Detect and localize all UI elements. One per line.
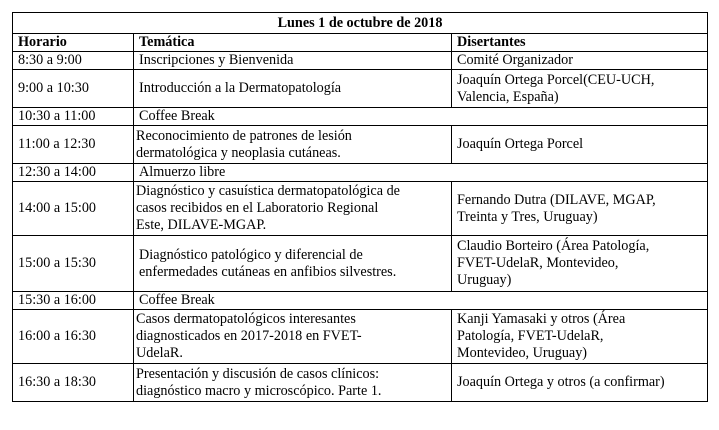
header-disertantes: Disertantes — [452, 34, 708, 52]
topic-line: diagnóstico macro y microscópico. Parte 1. — [136, 382, 382, 399]
table-row — [13, 70, 708, 108]
time-cell: 11:00 a 12:30 — [13, 126, 134, 164]
table-row — [13, 164, 708, 182]
speaker-cell — [452, 52, 708, 70]
topic-cell — [134, 52, 452, 70]
time-cell: 10:30 a 11:00 — [13, 108, 134, 126]
topic-line: Casos dermatopatológicos interesantes — [136, 311, 356, 327]
table-row — [13, 108, 708, 126]
topic-line: Diagnóstico y casuística dermatopatológica de — [136, 183, 400, 199]
speaker-line: Montevideo, Uruguay) — [457, 345, 588, 361]
table-row — [13, 182, 708, 236]
time-cell: 12:30 a 14:00 — [13, 164, 134, 182]
topic-line: Diagnóstico patológico y diferencial de — [139, 246, 363, 263]
speaker-line: Patología, FVET-UdelaR, — [457, 328, 604, 344]
speaker-line: Joaquín Ortega y otros (a confirmar) — [457, 374, 665, 390]
topic-line: enfermedades cutáneas en anfibios silvestres. — [139, 263, 397, 280]
speaker-cell — [452, 126, 708, 164]
topic-cell — [134, 310, 452, 364]
topic-cell — [134, 236, 452, 292]
topic-line: casos recibidos en el Laboratorio Regional — [136, 200, 379, 216]
speaker-cell — [452, 310, 708, 364]
topic-line: Introducción a la Dermatopatología — [139, 80, 342, 96]
topic-cell — [134, 364, 452, 402]
table-row — [13, 52, 708, 70]
speaker-cell — [452, 182, 708, 236]
time-cell: 15:00 a 15:30 — [13, 236, 134, 292]
topic-line: Presentación y discusión de casos clínicos: — [136, 365, 380, 382]
speaker-cell — [452, 236, 708, 292]
time-cell: 9:00 a 10:30 — [13, 70, 134, 108]
speaker-line: Uruguay) — [457, 272, 512, 288]
topic-line: dermatológica y neoplasia cutáneas. — [136, 144, 341, 161]
schedule-table — [12, 12, 708, 402]
speaker-line: Kanji Yamasaki y otros (Área — [457, 311, 626, 327]
speaker-line: Comité Organizador — [457, 52, 573, 68]
speaker-line: FVET-UdelaR, Montevideo, — [457, 255, 619, 271]
table-title: Lunes 1 de octubre de 2018 — [13, 13, 708, 34]
schedule-body — [13, 52, 708, 402]
time-cell: 16:00 a 16:30 — [13, 310, 134, 364]
topic-line: Coffee Break — [139, 292, 215, 308]
topic-cell — [134, 108, 708, 126]
speaker-line: Valencia, España) — [457, 88, 559, 105]
title-row — [13, 13, 708, 34]
topic-cell — [134, 164, 708, 182]
header-horario: Horario — [13, 34, 134, 52]
time-cell: 15:30 a 16:00 — [13, 292, 134, 310]
header-tematica: Temática — [134, 34, 452, 52]
time-cell: 14:00 a 15:00 — [13, 182, 134, 236]
header-row — [13, 34, 708, 52]
table-row — [13, 236, 708, 292]
speaker-cell — [452, 70, 708, 108]
speaker-cell — [452, 364, 708, 402]
topic-line: Almuerzo libre — [139, 164, 226, 180]
table-row — [13, 364, 708, 402]
topic-cell — [134, 182, 452, 236]
table-row — [13, 126, 708, 164]
topic-line: Coffee Break — [139, 108, 215, 124]
topic-line: Inscripciones y Bienvenida — [139, 52, 294, 68]
topic-line: Reconocimiento de patrones de lesión — [136, 127, 352, 144]
time-cell: 16:30 a 18:30 — [13, 364, 134, 402]
speaker-line: Joaquín Ortega Porcel — [457, 136, 584, 152]
speaker-line: Treinta y Tres, Uruguay) — [457, 208, 598, 225]
topic-cell — [134, 126, 452, 164]
topic-line: UdelaR. — [136, 345, 183, 361]
time-cell: 8:30 a 9:00 — [13, 52, 134, 70]
table-row — [13, 310, 708, 364]
topic-cell — [134, 292, 708, 310]
speaker-line: Fernando Dutra (DILAVE, MGAP, — [457, 191, 656, 208]
speaker-line: Claudio Borteiro (Área Patología, — [457, 238, 650, 254]
topic-line: Este, DILAVE-MGAP. — [136, 217, 267, 233]
table-row — [13, 292, 708, 310]
speaker-line: Joaquín Ortega Porcel(CEU-UCH, — [457, 71, 655, 88]
topic-line: diagnosticados en 2017-2018 en FVET- — [136, 328, 362, 344]
topic-cell — [134, 70, 452, 108]
